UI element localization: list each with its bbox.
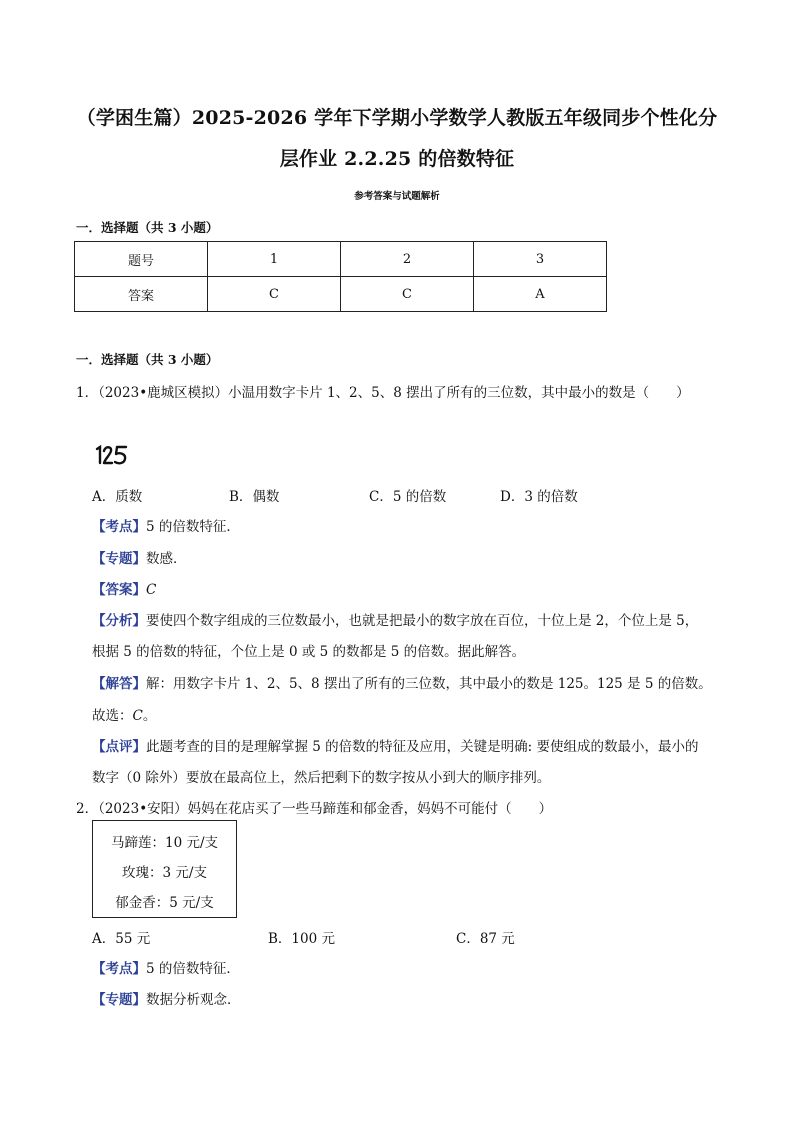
table-cell: 题号 (75, 242, 208, 277)
question-1-zhuanti (92, 547, 187, 567)
daan-text: C (146, 582, 157, 598)
question-1-dianping-line-2: 数字（0 除外）要放在最高位上，然后把剩下的数字按从小到大的顺序排列。 (92, 770, 551, 786)
daan-tag: 【答案】 (92, 582, 146, 598)
question-1-fenxi-line-1 (92, 609, 698, 629)
jieda-text-2a: 故选： (92, 708, 133, 724)
zhuanti-text: 数感． (146, 551, 187, 567)
kaodian-tag: 【考点】 (92, 961, 146, 977)
analysis-section-heading: 一．选择题（共 3 小题） (76, 352, 219, 367)
jieda-text-2b: C (132, 708, 143, 724)
table-cell: C (341, 277, 474, 312)
jieda-text-2c: 。 (142, 708, 157, 724)
kaodian-text: 5 的倍数特征． (146, 961, 240, 977)
zhuanti-text: 数据分析观念． (146, 992, 241, 1008)
answer-table-row-question-numbers (75, 242, 607, 277)
document-title-line-1: （学困生篇）2025-2026 学年下学期小学数学人教版五年级同步个性化分 (76, 107, 718, 129)
question-1-jieda-line-2 (92, 704, 156, 724)
table-cell: C (208, 277, 341, 312)
answer-section-heading: 一．选择题（共 3 小题） (76, 220, 219, 235)
question-1-option-b: B．偶数 (229, 489, 280, 505)
question-1-option-d: D．3 的倍数 (500, 489, 578, 505)
kaodian-text: 5 的倍数特征． (146, 519, 240, 535)
jieda-tag: 【解答】 (92, 676, 146, 692)
question-1-dianping-line-1 (92, 735, 699, 755)
fenxi-tag: 【分析】 (92, 613, 146, 629)
document-title-line-2: 层作业 2.2.25 的倍数特征 (279, 148, 515, 170)
price-item-calla-lily: 马蹄莲：10 元/支 (110, 835, 219, 851)
price-item-rose: 玫瑰：3 元/支 (122, 865, 207, 881)
dianping-text-1: 此题考查的目的是理解掌握 5 的倍数的特征及应用，关键是明确: 要使组成的数最小，最小的 (146, 739, 699, 755)
answer-table-row-answers (75, 277, 607, 312)
document-subtitle: 参考答案与试题解析 (354, 191, 440, 202)
question-1-daan (92, 578, 156, 598)
question-2-option-b: B．100 元 (268, 931, 335, 947)
question-1-stem: 1．（2023•鹿城区模拟）小温用数字卡片 1、2、5、8 摆出了所有的三位数，其中最小的数是（ ） (76, 385, 690, 401)
zhuanti-tag: 【专题】 (92, 551, 146, 567)
question-1-option-a: A．质数 (92, 489, 143, 505)
table-cell: A (474, 277, 607, 312)
answer-table (74, 241, 607, 312)
question-2-option-c: C．87 元 (456, 931, 515, 947)
question-2-option-a: A．55 元 (92, 931, 151, 947)
handwritten-answer-125 (94, 443, 130, 467)
table-cell: 2 (341, 242, 474, 277)
question-2-stem: 2．（2023•安阳）妈妈在花店买了一些马蹄莲和郁金香，妈妈不可能付（ ） (76, 801, 553, 817)
table-cell: 1 (208, 242, 341, 277)
table-cell: 3 (474, 242, 607, 277)
table-cell: 答案 (75, 277, 208, 312)
question-2-kaodian (92, 957, 240, 977)
question-1-fenxi-line-2: 根据 5 的倍数的特征，个位上是 0 或 5 的数都是 5 的倍数。据此解答。 (92, 644, 526, 660)
zhuanti-tag: 【专题】 (92, 992, 146, 1008)
price-item-tulip: 郁金香：5 元/支 (115, 895, 214, 911)
jieda-text-1: 解：用数字卡片 1、2、5、8 摆出了所有的三位数，其中最小的数是 125。125 是 5 的倍数。 (146, 676, 712, 692)
fenxi-text-1: 要使四个数字组成的三位数最小，也就是把最小的数字放在百位，十位上是 2，个位上是 5， (146, 613, 699, 629)
question-1-kaodian (92, 515, 240, 535)
dianping-tag: 【点评】 (92, 739, 146, 755)
kaodian-tag: 【考点】 (92, 519, 146, 535)
question-2-zhuanti (92, 988, 241, 1008)
flower-price-box (92, 820, 237, 918)
question-1-jieda-line-1 (92, 672, 712, 692)
question-1-option-c: C．5 的倍数 (369, 489, 447, 505)
